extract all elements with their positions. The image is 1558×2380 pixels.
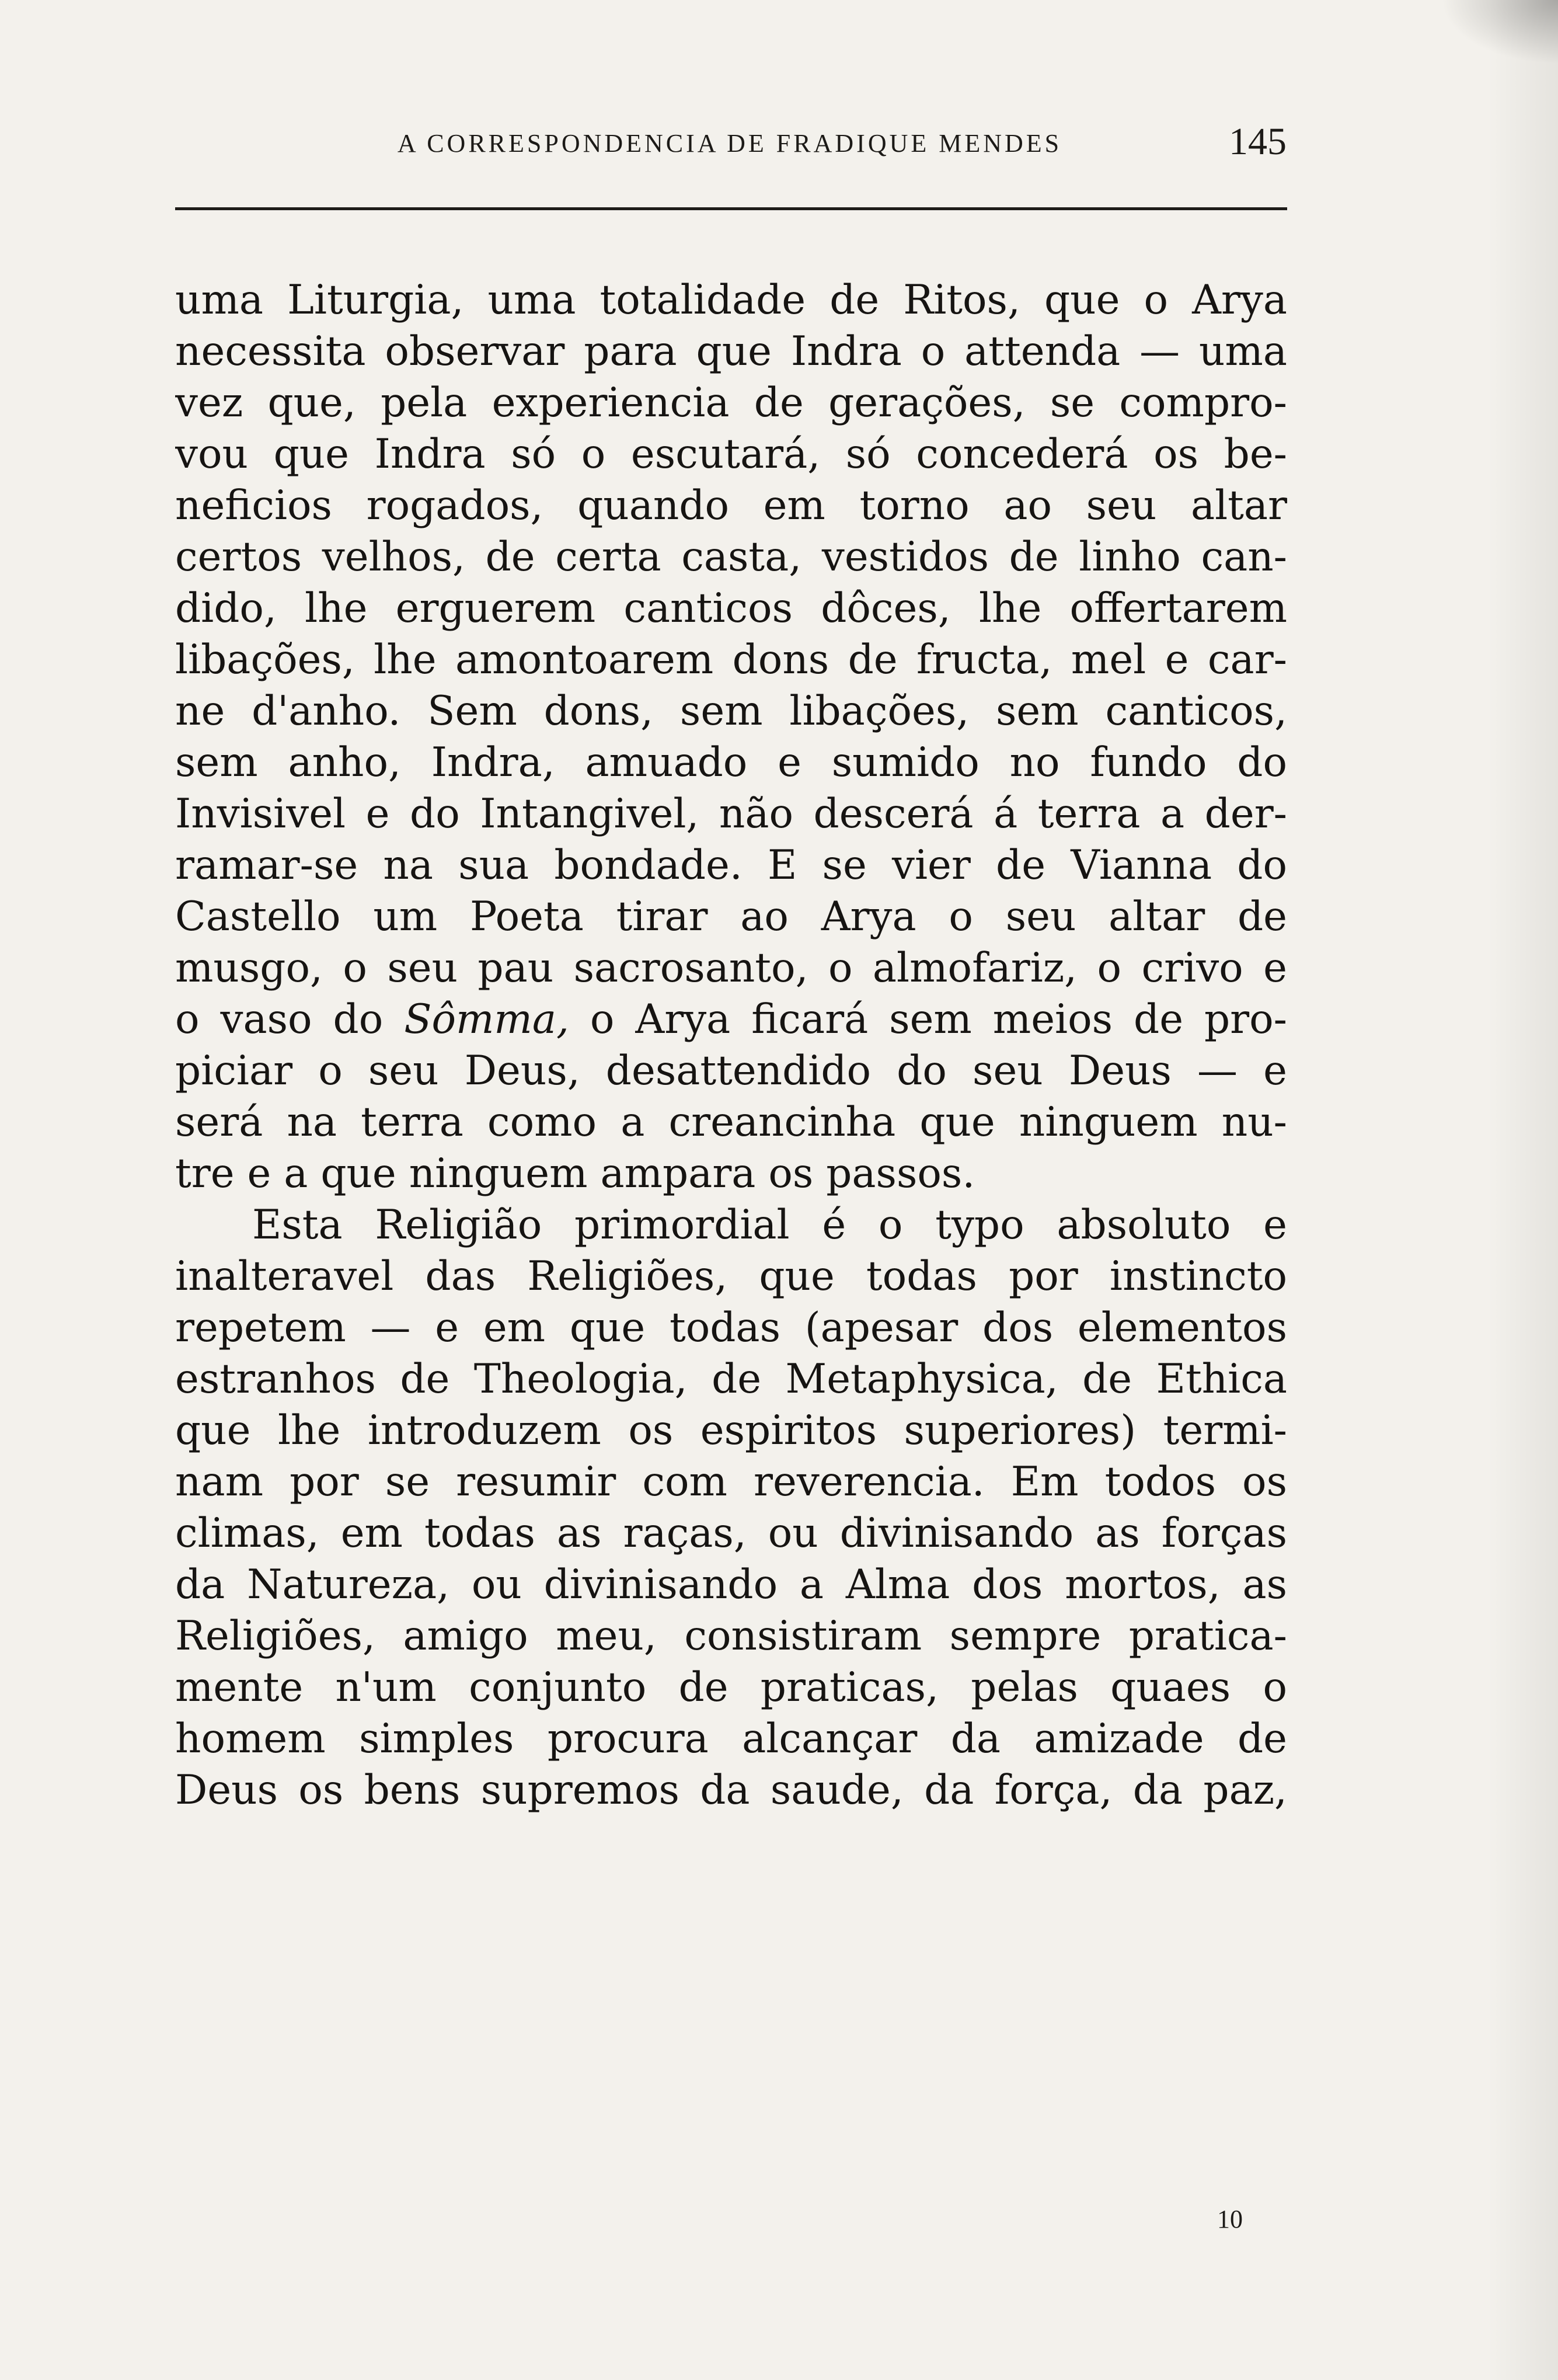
text-line: Deus os bens supremos da saude, da força, da paz,: [175, 1767, 1287, 1814]
body-text: [175, 274, 1287, 1816]
text-line: que lhe introduzem os espiritos superiores) termi-: [175, 1407, 1287, 1454]
text-line: vou que Indra só o escutará, só concederá os be-: [175, 431, 1287, 478]
text-line: Invisivel e do Intangivel, não descerá á terra a der-: [175, 791, 1287, 837]
text-line: vez que, pela experiencia de gerações, se compro-: [175, 380, 1287, 426]
text-line: dido, lhe erguerem canticos dôces, lhe offertarem: [175, 585, 1287, 632]
text-line: piciar o seu Deus, desattendido do seu Deus — e: [175, 1048, 1287, 1094]
text-line: ne d'anho. Sem dons, sem libações, sem canticos,: [175, 688, 1287, 735]
text-line: neficios rogados, quando em torno ao seu altar: [175, 482, 1287, 529]
text-line: repetem — e em que todas (apesar dos elementos: [175, 1304, 1287, 1351]
text-line: Religiões, amigo meu, consistiram sempre pratica-: [175, 1613, 1287, 1659]
text-line: musgo, o seu pau sacrosanto, o almofariz, o crivo e: [175, 945, 1287, 991]
italic-word: Sômma,: [404, 996, 569, 1043]
text-line: libações, lhe amontoarem dons de fructa, mel e car-: [175, 636, 1287, 683]
text-line: Castello um Poeta tirar ao Arya o seu altar de: [175, 893, 1287, 940]
signature-mark: 10: [1217, 2205, 1243, 2233]
text-line: uma Liturgia, uma totalidade de Ritos, que o Arya: [175, 277, 1287, 323]
text-line: necessita observar para que Indra o attenda — uma: [175, 328, 1287, 375]
text-line: mente n'um conjunto de praticas, pelas quaes o: [175, 1664, 1287, 1711]
text-line-paragraph-start: Esta Religião primordial é o typo absoluto e: [252, 1202, 1287, 1248]
text-line: homem simples procura alcançar da amizade de: [175, 1716, 1287, 1762]
text-line: ramar-se na sua bondade. E se vier de Vianna do: [175, 842, 1287, 889]
text-line: nam por se resumir com reverencia. Em todos os: [175, 1459, 1287, 1505]
text-line: [175, 994, 1287, 1045]
running-head: A CORRESPONDENCIA DE FRADIQUE MENDES: [397, 129, 1062, 158]
text-line: da Natureza, ou divinisando a Alma dos mortos, as: [175, 1561, 1287, 1608]
text-line: será na terra como a creancinha que ninguem nu-: [175, 1099, 1287, 1146]
text-line: estranhos de Theologia, de Metaphysica, de Ethica: [175, 1356, 1287, 1403]
text-line: tre e a que ninguem ampara os passos.: [175, 1150, 975, 1197]
text-line: climas, em todas as raças, ou divinisando as forças: [175, 1510, 1287, 1557]
header-rule: [175, 207, 1287, 210]
text-line-segment: o vaso do Sômma, o Arya ficará sem meios de pro-: [175, 996, 1287, 1043]
text-line: certos velhos, de certa casta, vestidos de linho can-: [175, 534, 1287, 580]
text-line: sem anho, Indra, amuado e sumido no fundo do: [175, 739, 1287, 786]
page-edge-shadow: [1488, 0, 1558, 2380]
text-line: inalteravel das Religiões, que todas por instincto: [175, 1253, 1287, 1300]
page-number: 145: [1229, 120, 1287, 163]
